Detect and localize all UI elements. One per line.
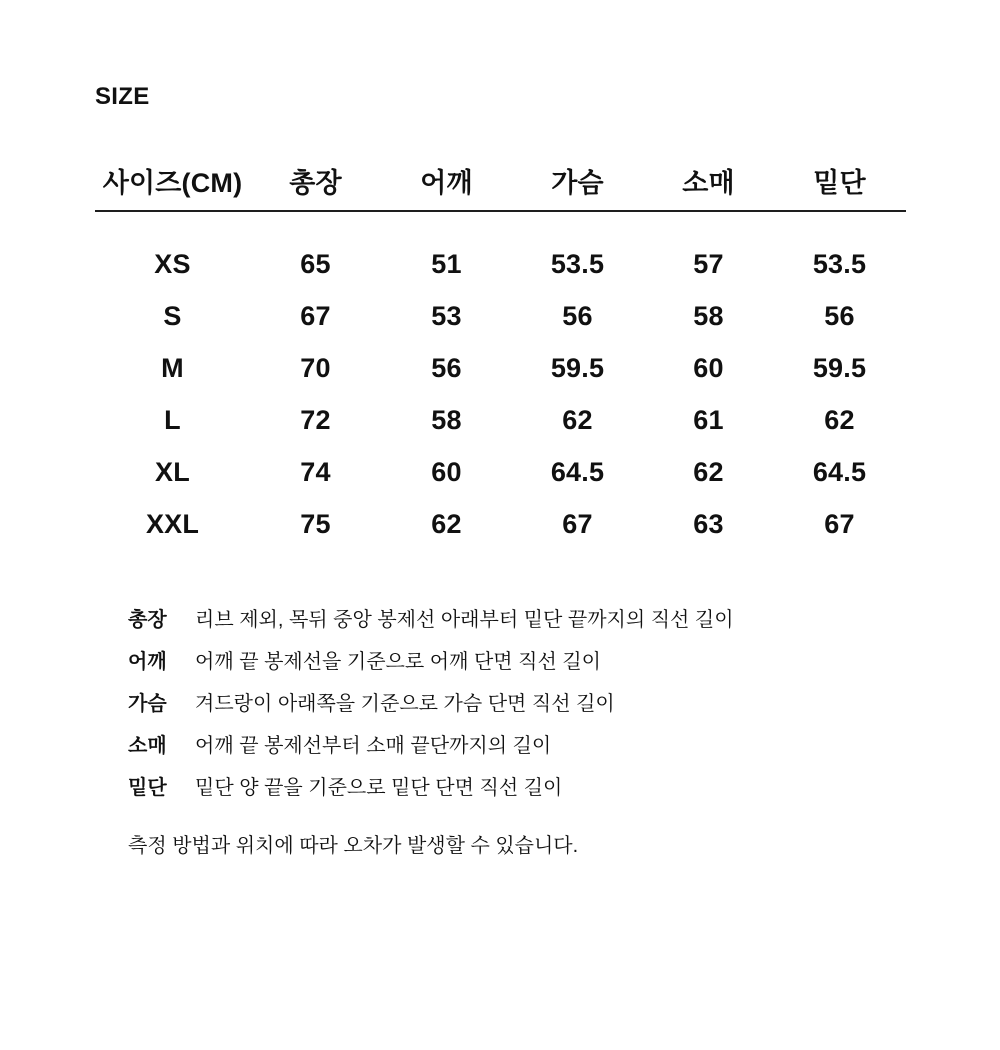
cell-chest: 64.5 (550, 456, 605, 487)
cell-hem: 67 (824, 508, 855, 539)
definition-description: 어깨 끝 봉제선을 기준으로 어깨 단면 직선 길이 (195, 651, 601, 673)
cell-sleeve: 57 (693, 248, 724, 279)
definition-description: 리브 제외, 목뒤 중앙 봉제선 아래부터 밑단 끝까지의 직선 길이 (195, 609, 734, 631)
header-total-length: 총장 (289, 167, 342, 198)
cell-chest: 56 (562, 300, 593, 331)
cell-total-length: 75 (300, 508, 331, 539)
cell-shoulder: 51 (431, 248, 462, 279)
table-row-xxl (95, 498, 906, 550)
cell-chest: 59.5 (550, 352, 605, 383)
definition-row-hem (128, 767, 1000, 809)
cell-shoulder: 53 (431, 300, 462, 331)
measurement-disclaimer-note: 측정 방법과 위치에 따라 오차가 발생할 수 있습니다. (128, 835, 579, 857)
definition-row-sleeve (128, 725, 1000, 767)
table-row-m (95, 342, 906, 394)
definition-term: 소매 (128, 735, 167, 757)
cell-hem: 53.5 (812, 248, 867, 279)
size-label: M (161, 352, 184, 383)
definition-row-chest (128, 683, 1000, 725)
page-title: SIZE (95, 83, 150, 110)
size-label: S (163, 300, 182, 331)
size-label: XL (155, 456, 190, 487)
cell-shoulder: 60 (431, 456, 462, 487)
size-table-header-row (95, 150, 906, 212)
header-chest: 가슴 (551, 167, 604, 198)
header-shoulder: 어깨 (420, 167, 473, 198)
definition-term: 총장 (128, 609, 167, 631)
table-row-xl (95, 446, 906, 498)
definition-row-shoulder (128, 641, 1000, 683)
measurement-definitions (128, 599, 1000, 809)
cell-shoulder: 56 (431, 352, 462, 383)
cell-chest: 67 (562, 508, 593, 539)
header-size-cm: 사이즈(CM) (102, 167, 243, 198)
cell-total-length: 74 (300, 456, 331, 487)
cell-sleeve: 62 (693, 456, 724, 487)
table-row-s (95, 290, 906, 342)
definition-term: 가슴 (128, 693, 167, 715)
cell-sleeve: 58 (693, 300, 724, 331)
cell-sleeve: 60 (693, 352, 724, 383)
cell-hem: 64.5 (812, 456, 867, 487)
definition-description: 어깨 끝 봉제선부터 소매 끝단까지의 길이 (195, 735, 552, 757)
cell-shoulder: 62 (431, 508, 462, 539)
cell-total-length: 70 (300, 352, 331, 383)
size-table (95, 150, 906, 550)
cell-sleeve: 63 (693, 508, 724, 539)
cell-sleeve: 61 (693, 404, 724, 435)
size-label: L (164, 404, 181, 435)
header-hem: 밑단 (813, 167, 866, 198)
table-row-xs (95, 238, 906, 290)
size-label: XXL (145, 508, 200, 539)
definition-row-total-length (128, 599, 1000, 641)
definition-term: 밑단 (128, 777, 167, 799)
cell-hem: 62 (824, 404, 855, 435)
cell-hem: 56 (824, 300, 855, 331)
cell-shoulder: 58 (431, 404, 462, 435)
cell-chest: 62 (562, 404, 593, 435)
cell-total-length: 72 (300, 404, 331, 435)
size-table-body (95, 212, 906, 550)
size-label: XS (154, 248, 191, 279)
header-sleeve: 소매 (682, 167, 735, 198)
definition-description: 밑단 양 끝을 기준으로 밑단 단면 직선 길이 (195, 777, 563, 799)
table-row-l (95, 394, 906, 446)
cell-total-length: 65 (300, 248, 331, 279)
definition-term: 어깨 (128, 651, 167, 673)
cell-chest: 53.5 (550, 248, 605, 279)
cell-hem: 59.5 (812, 352, 867, 383)
definition-description: 겨드랑이 아래쪽을 기준으로 가슴 단면 직선 길이 (195, 693, 615, 715)
cell-total-length: 67 (300, 300, 331, 331)
